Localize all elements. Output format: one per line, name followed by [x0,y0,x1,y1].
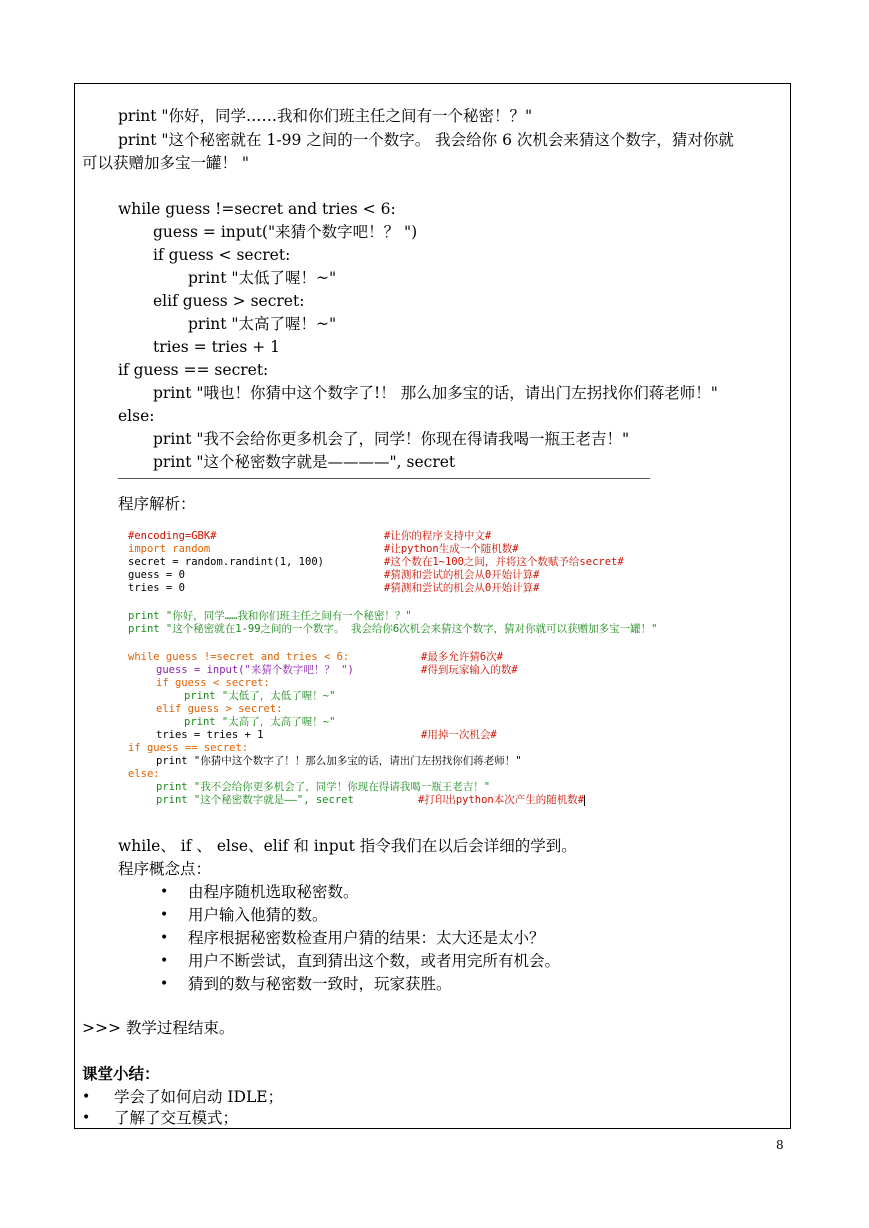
bullet: • [160,907,169,923]
screenshot-comment: #让python生成一个随机数# [384,543,519,555]
code-line: print "我不会给你更多机会了，同学！你现在得请我喝一瓶王老吉！" [153,430,630,448]
bullet: • [160,976,169,992]
screenshot-comment: #猜测和尝试的机会从0开始计算# [384,569,540,581]
separator-line [118,478,650,479]
screenshot-code: tries = tries + 1 [156,729,264,741]
list-item: 猜到的数与秘密数一致时，玩家获胜。 [188,975,452,993]
list-item: 程序根据秘密数检查用户猜的结果：太大还是太小？ [188,929,545,947]
analysis-heading: 程序解析： [118,495,196,513]
end-line: >>> 教学过程结束。 [82,1019,235,1037]
note-line: while、 if 、 else、elif 和 input 指令我们在以后会详细的学到。 [118,837,577,855]
screenshot-comment-text: #打印出python本次产生的随机数# [418,794,585,806]
summary-heading-text: 课堂小结： [82,1064,160,1083]
screenshot-code: #encoding=GBK# [128,530,217,542]
bullet: • [82,1110,91,1126]
screenshot-code: while guess !=secret and tries < 6: [128,651,350,663]
code-line: guess = input("来猜个数字吧！？ ") [153,223,418,241]
list-item: 了解了交互模式； [114,1109,239,1127]
screenshot-code: if guess < secret: [156,677,270,689]
text-cursor [584,795,585,806]
code-line: print "这个秘密就在 1-99 之间的一个数字。 我会给你 6 次机会来猜这个数字，猜对你就 [118,131,734,149]
code-line: while guess !=secret and tries < 6: [118,200,396,218]
screenshot-code: print "这个秘密数字就是——", secret [156,794,354,806]
concepts-heading: 程序概念点： [118,860,212,878]
code-line: print "哦也！你猜中这个数字了!！ 那么加多宝的话，请出门左拐找你们蒋老师！" [153,384,718,402]
list-item: 学会了如何启动 IDLE； [114,1088,284,1106]
list-item: 由程序随机选取秘密数。 [188,883,359,901]
screenshot-code: if guess == secret: [128,742,249,754]
page-number: 8 [776,1138,784,1152]
bullet: • [160,884,169,900]
code-line: tries = tries + 1 [153,338,280,356]
bullet: • [160,953,169,969]
code-line: print "你好，同学……我和你们班主任之间有一个秘密！？" [118,107,533,125]
screenshot-code: tries = 0 [128,582,185,594]
screenshot-code: elif guess > secret: [156,703,283,715]
code-line: print "这个秘密数字就是————", secret [153,453,456,471]
screenshot-code: print "太高了，太高了喔！~" [184,716,336,728]
code-line: elif guess > secret: [153,292,305,310]
screenshot-comment: #让你的程序支持中文# [384,530,492,542]
list-item: 用户输入他猜的数。 [188,906,328,924]
screenshot-code: else: [128,768,160,780]
screenshot-comment [418,794,585,807]
summary-heading [82,1064,160,1084]
bullet: • [160,930,169,946]
screenshot-code: print "你好，同学……我和你们班主任之间有一个秘密！？" [128,610,412,622]
code-line: if guess < secret: [153,246,291,264]
screenshot-code: secret = random.randint(1, 100) [128,556,324,568]
code-line: if guess == secret: [118,361,269,379]
screenshot-comment: #最多允许猜6次# [421,651,503,663]
screenshot-code: print "我不会给你更多机会了，同学！你现在得请我喝一瓶王老吉！" [156,781,491,793]
code-line: print "太高了喔！~" [188,315,337,333]
screenshot-code: import random [128,543,211,555]
screenshot-code: print "这个秘密就在1-99之间的一个数字。 我会给你6次机会来猜这个数字，猜对你就可以获赠加多宝一罐！" [128,623,658,635]
code-line: else: [118,407,155,425]
screenshot-code: guess = 0 [128,569,185,581]
bullet: • [82,1089,91,1105]
screenshot-comment: #得到玩家输入的数# [421,664,518,676]
code-line: 可以获赠加多宝一罐！ " [82,154,250,172]
code-screenshot [118,520,743,830]
list-item: 用户不断尝试，直到猜出这个数，或者用完所有机会。 [188,952,561,970]
screenshot-comment: #猜测和尝试的机会从0开始计算# [384,582,540,594]
screenshot-comment: #这个数在1~100之间，并将这个数赋予给secret# [384,556,624,568]
code-line: print "太低了喔！~" [188,269,337,287]
screenshot-code: guess = input("来猜个数字吧！？ ") [156,664,354,676]
screenshot-comment: #用掉一次机会# [421,729,497,741]
screenshot-code: print "你猜中这个数字了！！那么加多宝的话，请出门左拐找你们蒋老师！" [156,755,522,767]
screenshot-code: print "太低了，太低了喔！~" [184,690,336,702]
